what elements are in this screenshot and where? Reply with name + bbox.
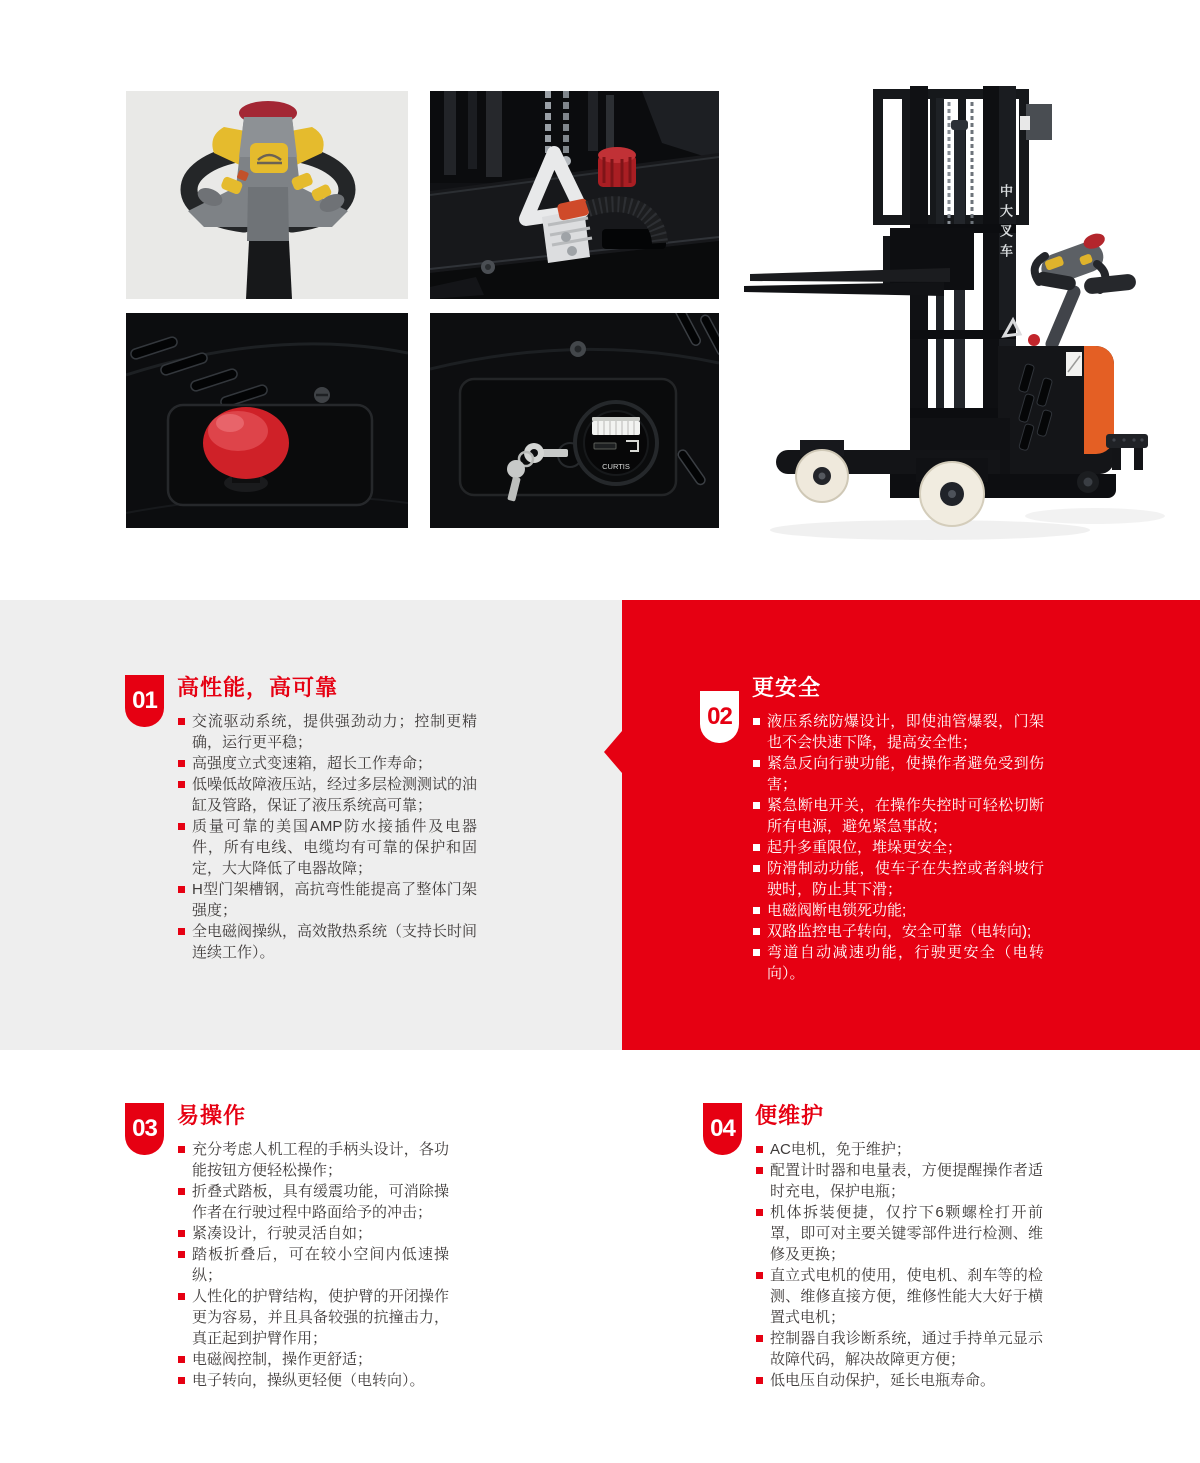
feature-section-performance bbox=[125, 675, 477, 963]
battery-gauge bbox=[575, 402, 657, 484]
feature-list-item: 机体拆装便捷，仅拧下6颗螺栓打开前罩，即可对主要关键零部件进行检测、维修及更换； bbox=[755, 1202, 1043, 1265]
section-number-badge bbox=[125, 1103, 164, 1155]
panel-notch-arrow bbox=[604, 731, 622, 773]
feature-list-item: 双路监控电子转向，安全可靠（电转向); bbox=[752, 921, 1044, 942]
feature-list-item: 充分考虑人机工程的手柄头设计，各功能按钮方便轻松操作； bbox=[177, 1139, 449, 1181]
product-photo-stacker bbox=[740, 78, 1190, 548]
feature-list-item: 配置计时器和电量表，方便提醒操作者适时充电，保护电瓶； bbox=[755, 1160, 1043, 1202]
section-title: 高性能，高可靠 bbox=[177, 675, 339, 700]
photo-tiller-head bbox=[126, 91, 408, 299]
feature-list-item: 全电磁阀操纵，高效散热系统（支持长时间连续工作）。 bbox=[177, 921, 477, 963]
feature-list bbox=[177, 711, 477, 963]
feature-list bbox=[755, 1139, 1043, 1391]
photo-battery-connector bbox=[430, 91, 719, 299]
feature-list-item: 高强度立式变速箱，超长工作寿命； bbox=[177, 753, 477, 774]
section-title: 易操作 bbox=[177, 1103, 247, 1128]
feature-section-operation bbox=[125, 1103, 449, 1391]
feature-list-item: 液压系统防爆设计，即使油管爆裂，门架也不会快速下降，提高安全性； bbox=[752, 711, 1044, 753]
red-knob bbox=[598, 147, 636, 187]
key-switch-illustration bbox=[430, 313, 719, 528]
section-number: 02 bbox=[707, 703, 732, 730]
section-number-badge bbox=[700, 691, 739, 743]
stacker-illustration bbox=[740, 78, 1190, 548]
feature-list-item: 防滑制动功能，使车子在失控或者斜坡行驶时，防止其下滑； bbox=[752, 858, 1044, 900]
feature-list-item: 低电压自动保护，延长电瓶寿命。 bbox=[755, 1370, 1043, 1391]
feature-list-item: 紧凑设计，行驶灵活自如； bbox=[177, 1223, 449, 1244]
feature-list-item: 低噪低故障液压站，经过多层检测测试的油缸及管路，保证了液压系统高可靠； bbox=[177, 774, 477, 816]
photo-key-switch bbox=[430, 313, 719, 528]
feature-list-item: 起升多重限位，堆垛更安全； bbox=[752, 837, 1044, 858]
feature-list-item: 电磁阀断电锁死功能; bbox=[752, 900, 1044, 921]
photo-emergency-stop-button bbox=[126, 313, 408, 528]
emergency-stop-illustration bbox=[126, 313, 408, 528]
feature-list-item: 踏板折叠后，可在较小空间内低速操纵； bbox=[177, 1244, 449, 1286]
feature-list-item: 直立式电机的使用，使电机、刹车等的检测、维修直接方便，维修性能大大好于横置式电机； bbox=[755, 1265, 1043, 1328]
section-title: 便维护 bbox=[755, 1103, 825, 1128]
feature-list-item: 折叠式踏板，具有缓震功能，可消除操作者在行驶过程中路面给予的冲击； bbox=[177, 1181, 449, 1223]
feature-list-item: 控制器自我诊断系统，通过手持单元显示故障代码，解决故障更方便； bbox=[755, 1328, 1043, 1370]
section-number: 01 bbox=[132, 687, 157, 714]
feature-list-item: 紧急反向行驶功能，使操作者避免受到伤害； bbox=[752, 753, 1044, 795]
gauge-brand-label: CURTIS bbox=[602, 462, 630, 471]
feature-list bbox=[752, 711, 1044, 984]
section-title: 更安全 bbox=[752, 675, 822, 700]
feature-list-item: 紧急断电开关，在操作失控时可轻松切断所有电源，避免紧急事故； bbox=[752, 795, 1044, 837]
feature-list-item: 电子转向，操纵更轻便（电转向）。 bbox=[177, 1370, 449, 1391]
section-number: 03 bbox=[132, 1115, 157, 1142]
feature-section-maintenance bbox=[703, 1103, 1043, 1391]
feature-list-item: 电磁阀控制，操作更舒适； bbox=[177, 1349, 449, 1370]
feature-list-item: 交流驱动系统，提供强劲动力；控制更精确，运行更平稳； bbox=[177, 711, 477, 753]
feature-list-item: H型门架槽钢，高抗弯性能提高了整体门架强度； bbox=[177, 879, 477, 921]
section-number-badge bbox=[703, 1103, 742, 1155]
feature-list-item: 人性化的护臂结构，使护臂的开闭操作更为容易，并且具备较强的抗撞击力，真正起到护臂作用； bbox=[177, 1286, 449, 1349]
tiller-head-illustration bbox=[126, 91, 408, 299]
feature-list bbox=[177, 1139, 449, 1391]
section-number-badge bbox=[125, 675, 164, 727]
mast-vertical-text: 中大叉车 bbox=[998, 184, 1013, 264]
feature-section-safety bbox=[700, 675, 1044, 984]
battery-connector-illustration bbox=[430, 91, 719, 299]
feature-list-item: 弯道自动减速功能，行驶更安全（电转向）。 bbox=[752, 942, 1044, 984]
feature-list-item: AC电机，免于维护； bbox=[755, 1139, 1043, 1160]
feature-list-item: 质量可靠的美国AMP防水接插件及电器件，所有电线、电缆均有可靠的保护和固定，大大降低了电器故障； bbox=[177, 816, 477, 879]
section-number: 04 bbox=[710, 1115, 735, 1142]
